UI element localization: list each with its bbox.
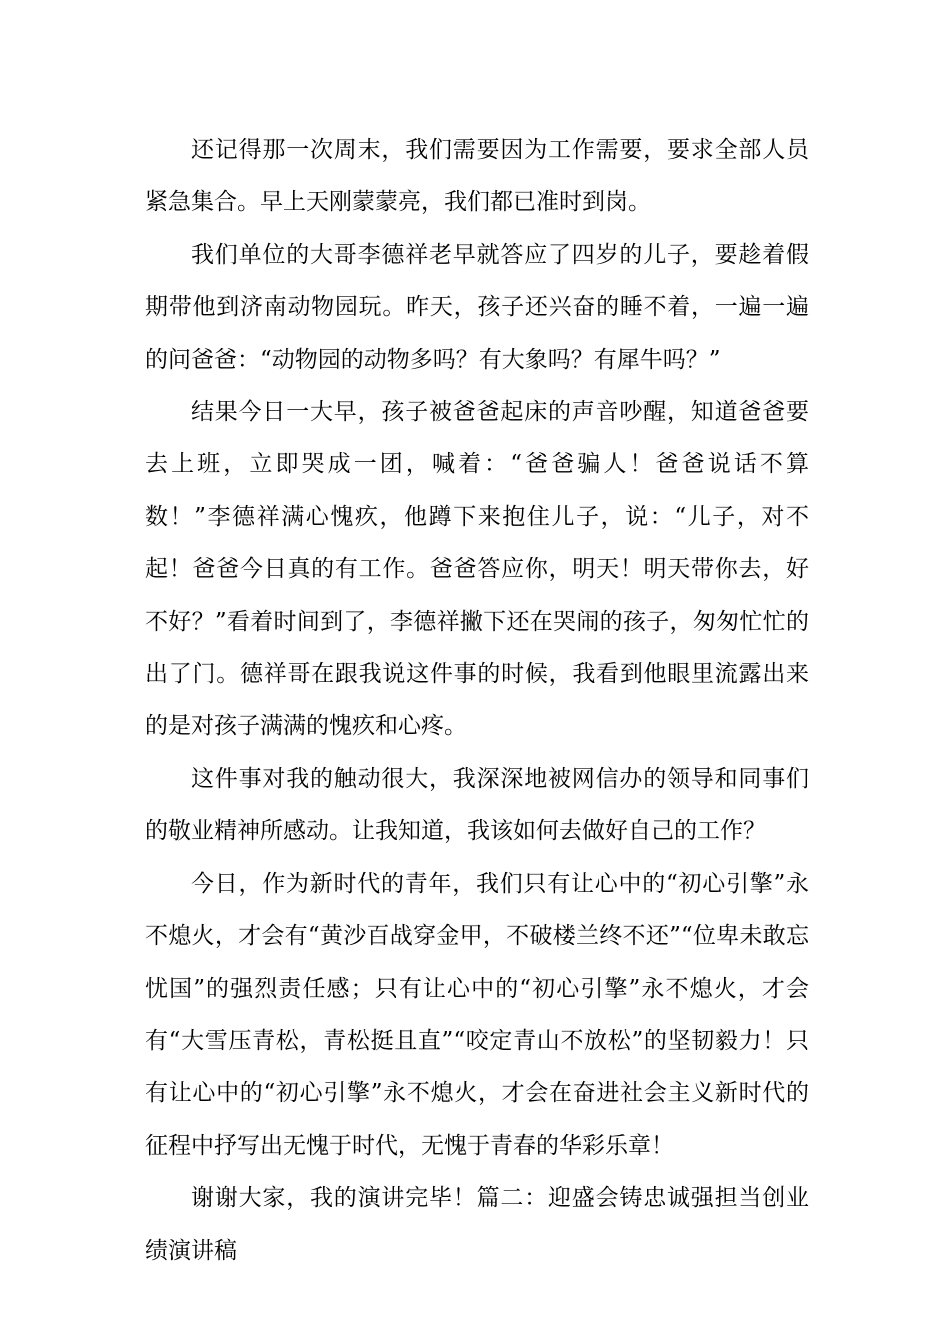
- paragraph-2: 我们单位的大哥李德祥老早就答应了四岁的儿子，要趁着假期带他到济南动物园玩。昨天，孩子还兴奋的睡不着，一遍一遍的问爸爸：“动物园的动物多吗？有大象吗？有犀牛吗？”: [145, 241, 809, 373]
- paragraph-3: 结果今日一大早，孩子被爸爸起床的声音吵醒，知道爸爸要去上班，立即哭成一团，喊着：“爸爸骗人！爸爸说话不算数！”李德祥满心愧疚，他蹲下来抱住儿子，说：“儿子，对不起！爸爸今日真的有工作。爸爸答应你，明天！明天带你去，好不好？”看着时间到了，李德祥撇下还在哭闹的孩子，匆匆忙忙的出了门。德祥哥在跟我说这件事的时候，我看到他眼里流露出来的是对孩子满满的愧疚和心疼。: [145, 399, 809, 740]
- paragraph-1: 还记得那一次周末，我们需要因为工作需要，要求全部人员紧急集合。早上天刚蒙蒙亮，我们都已准时到岗。: [145, 137, 809, 216]
- paragraph-4: 这件事对我的触动很大，我深深地被网信办的领导和同事们的敬业精神所感动。让我知道，我该如何去做好自己的工作？: [145, 765, 809, 845]
- paragraph-5: 今日，作为新时代的青年，我们只有让心中的“初心引擎”永不熄火，才会有“黄沙百战穿金甲，不破楼兰终不还”“位卑未敢忘忧国”的强烈责任感；只有让心中的“初心引擎”永不熄火，才会有“大雪压青松，青松挺且直”“咬定青山不放松”的坚韧毅力！只有让心中的“初心引擎”永不熄火，才会在奋进社会主义新时代的征程中抒写出无愧于时代，无愧于青春的华彩乐章！: [145, 870, 809, 1159]
- paragraph-6: 谢谢大家，我的演讲完毕！篇二：迎盛会铸忠诚强担当创业绩演讲稿: [145, 1185, 809, 1264]
- document-body: [145, 124, 809, 1277]
